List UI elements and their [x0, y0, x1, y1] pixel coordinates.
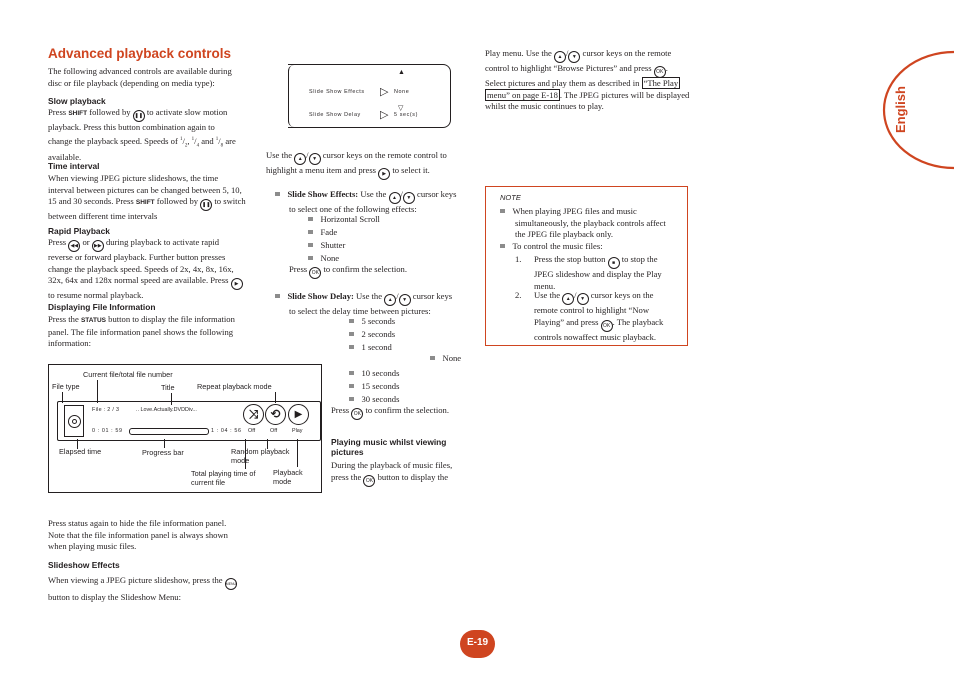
- menu-row2-label: Slide Show Delay: [309, 112, 361, 118]
- label-progress: Progress bar: [142, 448, 184, 457]
- up-key-icon: ▲: [562, 293, 574, 305]
- music-heading: Playing music whilst viewing pictures: [331, 437, 447, 457]
- file-info-text: Press the STATUS button to display the file information panel. The file information panel shows the following information:: [48, 314, 235, 349]
- time-interval-heading: Time interval: [48, 161, 100, 171]
- ok-button-icon: OK: [601, 320, 613, 332]
- play-menu-text: Play menu. Use the ▲ / ▼ cursor keys on the remote control to highlight “Browse Pictures” and press OK . Select pictures and play them as described in “The Play menu” on page E-18 . The JPEG pictures will be displayed whilst the music continues to play.: [485, 48, 690, 112]
- list-item: 15 seconds: [349, 380, 399, 393]
- play-button-icon: ▶: [231, 278, 243, 290]
- pause-button-icon: ❚❚: [133, 110, 145, 122]
- language-tab-arc: [870, 50, 954, 170]
- label-repeat: Repeat playback mode: [197, 382, 272, 391]
- file-type-icon: [64, 405, 84, 437]
- down-key-icon: ▼: [399, 294, 411, 306]
- play-menu-link[interactable]: “The Play: [643, 78, 679, 88]
- list-item: 30 seconds: [349, 393, 399, 406]
- page-number: E-19: [466, 637, 489, 648]
- note-bullet-1: When playing JPEG files and music simultaneously, the playback controls affect the JPEG file playback only.: [500, 206, 685, 241]
- list-item: Fade: [308, 226, 380, 239]
- confirm-delay-text: Press OK to confirm the selection.: [331, 405, 449, 420]
- label-title: Title: [161, 383, 175, 392]
- label-random: Random playback mode: [231, 447, 290, 465]
- delay-options-list-a: [349, 315, 395, 354]
- play-menu-link[interactable]: menu” on page E-18: [487, 89, 558, 100]
- up-key-icon: ▲: [294, 153, 306, 165]
- note-box: [485, 186, 688, 346]
- elapsed-value: 0 : 01 : 59: [92, 428, 123, 434]
- play-mode-icon: ▶: [288, 404, 309, 425]
- confirm-effects-text: Press OK to confirm the selection.: [289, 264, 407, 279]
- menu-row1-value: None: [394, 89, 410, 95]
- up-key-icon: ▲: [554, 51, 566, 63]
- down-key-icon: ▼: [309, 153, 321, 165]
- cursor-instructions: Use the ▲ / ▼ cursor keys on the remote control to highlight a menu item and press ▶ to select it.: [266, 150, 476, 180]
- file-info-diagram: [48, 364, 322, 493]
- list-item: Horizontal Scroll: [308, 213, 380, 226]
- slideshow-effects-heading: Slideshow Effects: [48, 560, 120, 570]
- note-step-1: 1. Press the stop button ■ to stop the JPEG slideshow and display the Play menu.: [515, 254, 662, 291]
- slow-playback-text: Press SHIFT followed by ❚❚ to activate slow motion playback. Press this button combination again to change the playback speed. Speeds of $^1/_2$, $^1/_4$ and $^1/_8$ are available.: [48, 107, 236, 162]
- rewind-button-icon: ◀◀: [68, 240, 80, 252]
- playmode-value: Play: [292, 428, 303, 434]
- fast-forward-button-icon: ▶▶: [92, 240, 104, 252]
- music-text: During the playback of music files, press the OK button to display the: [331, 460, 471, 487]
- repeat-value: Off: [270, 428, 278, 434]
- menu-row2-value: 5 sec(s): [394, 112, 418, 118]
- list-item: 1 second: [349, 341, 395, 354]
- pause-button-icon: ❚❚: [200, 199, 212, 211]
- info-panel-screen: [57, 401, 321, 441]
- note-title: NOTE: [500, 193, 521, 202]
- list-item: Shutter: [308, 239, 380, 252]
- ok-button-icon: OK: [309, 267, 321, 279]
- label-file-type: File type: [52, 382, 80, 391]
- ok-button-icon: OK: [363, 475, 375, 487]
- menu-row1-label: Slide Show Effects: [309, 89, 365, 95]
- repeat-icon: ⟲: [265, 404, 286, 425]
- effects-bullet: Slide Show Effects: Use the ▲ / ▼ cursor keys to select one of the following effects:: [275, 189, 475, 216]
- list-item: 10 seconds: [349, 367, 399, 380]
- menu-down-arrow-icon: ▽: [398, 105, 404, 112]
- stop-button-icon: ■: [608, 257, 620, 269]
- effect-options-list: [308, 213, 380, 265]
- label-playback-mode: Playback mode: [273, 468, 303, 486]
- slideshow-menu-diagram: [288, 64, 451, 128]
- menu-row1-pointer-icon: ▷: [380, 86, 389, 98]
- language-tab: English: [893, 86, 908, 133]
- down-key-icon: ▼: [403, 192, 415, 204]
- list-item: 5 seconds: [349, 315, 395, 328]
- page-title: Advanced playback controls: [48, 46, 232, 61]
- time-interval-text: When viewing JPEG picture slideshows, the time interval between pictures can be changed between 5, 10, 15 and 30 seconds. Press SHIFT followed by ❚❚ to switch between different time intervals: [48, 173, 246, 222]
- shuffle-icon: ⤨: [243, 404, 264, 425]
- note-bullet-2: To control the music files:: [500, 241, 685, 253]
- intro-text: The following advanced controls are available during disc or file playback (depending on media type):: [48, 66, 232, 88]
- total-value: 1 : 04 : 56: [211, 428, 242, 434]
- note-step-2: 2. Use the ▲ / ▼ cursor keys on the remote control to highlight “Now Playing” and press OK . The playback controls nowaffect music playback.: [515, 290, 664, 342]
- ok-button-icon: OK: [654, 66, 666, 78]
- rapid-playback-text: Press ◀◀ or ▶▶ during playback to activate rapid reverse or forward playback. Further button presses change the playback speed. Speeds of 2x, 4x, 8x, 16x, 32x, 64x and 128x normal speed are available. Press ▶ to resume normal playback.: [48, 237, 258, 302]
- label-elapsed: Elapsed time: [59, 447, 102, 456]
- progress-bar: [129, 428, 209, 435]
- up-key-icon: ▲: [389, 192, 401, 204]
- slideshow-effects-text: When viewing a JPEG picture slideshow, press the MENU button to display the Slideshow Menu:: [48, 575, 237, 602]
- menu-up-arrow-icon: ▲: [398, 69, 405, 76]
- delay-option-none: None: [430, 353, 461, 365]
- status-again-text: Press status again to hide the file information panel. Note that the file information panel is always shown when playing music files.: [48, 518, 228, 552]
- file-info-heading: Displaying File Information: [48, 302, 156, 312]
- ok-button-icon: OK: [351, 408, 363, 420]
- up-key-icon: ▲: [384, 294, 396, 306]
- label-total-time: Total playing time of current file: [191, 469, 256, 487]
- down-key-icon: ▼: [577, 293, 589, 305]
- random-value: Off: [248, 428, 256, 434]
- play-key-icon: ▶: [378, 168, 390, 180]
- list-item: 2 seconds: [349, 328, 395, 341]
- rapid-playback-heading: Rapid Playback: [48, 226, 110, 236]
- file-counter: File : 2 / 3: [92, 407, 120, 413]
- menu-row2-pointer-icon: ▷: [380, 109, 389, 121]
- delay-bullet: Slide Show Delay: Use the ▲ / ▼ cursor keys to select the delay time between pictures:: [275, 291, 475, 318]
- down-key-icon: ▼: [568, 51, 580, 63]
- track-title: .. Love.Actually.DVDDiv...: [136, 407, 197, 413]
- delay-options-list-b: [349, 367, 399, 406]
- list-item: None: [308, 252, 380, 265]
- label-current-total: Current file/total file number: [83, 370, 173, 379]
- menu-button-icon: MENU: [225, 578, 237, 590]
- slow-playback-heading: Slow playback: [48, 96, 106, 106]
